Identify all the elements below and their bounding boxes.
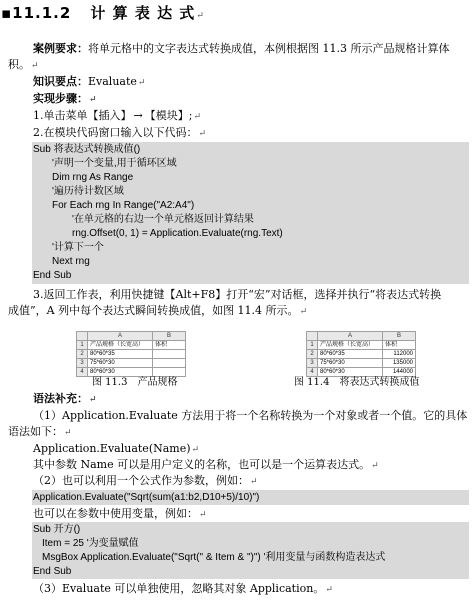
code-line: '遍历待计数区域: [52, 186, 124, 197]
requirement-line-1: 案例要求：将单元格中的文字表达式转换成值，本例根据图 11.3 所示产品规格计算体: [33, 42, 450, 55]
step-1: 1.单击菜单【插入】 → 【模块】;↵: [33, 109, 201, 122]
column-header: B: [153, 332, 186, 341]
column-header: A: [318, 332, 383, 341]
table-cell: 80*60*35: [318, 350, 383, 359]
code-line: Sub 将表达式转换成值(): [33, 144, 141, 155]
syntax-1-line-1: （1）Application.Evaluate 方法用于将一个名称转换为一个对象或者一个值。它的具体: [33, 409, 468, 422]
table-row: 2 80*60*35 112000: [307, 350, 416, 359]
column-header: A: [88, 332, 153, 341]
table-cell: 产品规格（长宽高）: [318, 341, 383, 350]
syntax-1-code: Application.Evaluate(Name)↵: [33, 442, 200, 455]
table-cell: 112000: [383, 350, 416, 359]
syntax-heading: 语法补充：↵: [33, 392, 97, 405]
step-3-line-2: 成值”，A 列中每个表达式瞬间转换成值，如图 11.4 所示。↵: [8, 304, 308, 317]
table-row: 1 产品规格（长宽高） 体积: [307, 341, 416, 350]
right-arrow-icon: →: [133, 109, 143, 122]
figure-caption-11-4: 图 11.4 将表达式转换成值: [294, 377, 420, 388]
requirement-line-2: 积。↵: [8, 58, 39, 71]
code-line: Dim rng As Range: [52, 172, 134, 183]
table-cell: 产品规格（长宽高）: [88, 341, 153, 350]
table-row: 1 产品规格（长宽高） 体积: [77, 341, 186, 350]
table-cell: 135000: [383, 359, 416, 368]
table-row: 4 80*60*30 144000: [307, 368, 416, 377]
code-line: For Each rng In Range("A2:A4"): [52, 200, 195, 211]
code-line: Sub 开方(): [33, 524, 81, 535]
spreadsheet-figure-11-3: [76, 331, 186, 377]
code-line: MsgBox Application.Evaluate("Sqrt(" & Item & ")") '利用变量与函数构造表达式: [42, 552, 386, 563]
table-cell: 体积: [153, 341, 186, 350]
table-cell: 75*60*30: [88, 359, 153, 368]
table-cell: 体积: [383, 341, 416, 350]
table-row: 2 80*60*35: [77, 350, 186, 359]
column-header: B: [383, 332, 416, 341]
table-cell: 75*60*30: [318, 359, 383, 368]
code-line: End Sub: [33, 566, 72, 577]
table-cell: [153, 350, 186, 359]
code-line: End Sub: [33, 270, 72, 281]
table-cell: [153, 359, 186, 368]
syntax-3: （3）Evaluate 可以单独使用，忽略其对象 Application。↵: [33, 582, 333, 595]
code-line: '声明一个变量,用于循环区域: [52, 158, 177, 169]
step-3-line-1: 3.返回工作表，利用快捷键【Alt+F8】打开“宏”对话框，选择并执行“将表达式转换: [33, 288, 442, 301]
syntax-2-line-1: （2）也可以利用一个公式作为参数，例如：↵: [33, 474, 258, 487]
spreadsheet-figure-11-4: [306, 331, 416, 377]
knowledge-point: 知识要点：Evaluate↵: [33, 75, 146, 88]
figure-caption-11-3: 图 11.3 产品规格: [92, 377, 178, 388]
code-line: '在单元格的右边一个单元格返回计算结果: [72, 214, 254, 225]
step-2: 2.在模块代码窗口输入以下代码：↵: [33, 126, 207, 139]
steps-heading: 实现步骤：↵: [33, 92, 97, 105]
table-cell: 80*60*30: [88, 368, 153, 377]
table-cell: 144000: [383, 368, 416, 377]
syntax-2-line-2: 也可以在参数中使用变量，例如：↵: [33, 507, 207, 520]
section-title: 计 算 表 达 式: [90, 4, 196, 22]
code-line: rng.Offset(0, 1) = Application.Evaluate(rng.Text): [72, 228, 283, 239]
code-line: Application.Evaluate("Sqrt(sum(a1:b2,D10+5)/10)"): [33, 492, 260, 503]
table-cell: 80*60*35: [88, 350, 153, 359]
table-row: 4 80*60*30: [77, 368, 186, 377]
code-line: '计算下一个: [52, 242, 104, 253]
table-row: 3 75*60*30: [77, 359, 186, 368]
table-row: 3 75*60*30 135000: [307, 359, 416, 368]
section-number: 11.1.2: [12, 4, 72, 22]
section-heading: ▪11.1.2 计 算 表 达 式↵: [1, 4, 204, 22]
syntax-1-line-2: 语法如下：↵: [8, 425, 72, 438]
bullet-icon: ▪: [1, 4, 13, 22]
code-line: Item = 25 '为变量赋值: [42, 538, 139, 549]
syntax-1-line-3: 其中参数 Name 可以是用户定义的名称，也可以是一个运算表达式。↵: [33, 458, 379, 471]
table-cell: 80*60*30: [318, 368, 383, 377]
code-line: Next rng: [52, 256, 90, 267]
